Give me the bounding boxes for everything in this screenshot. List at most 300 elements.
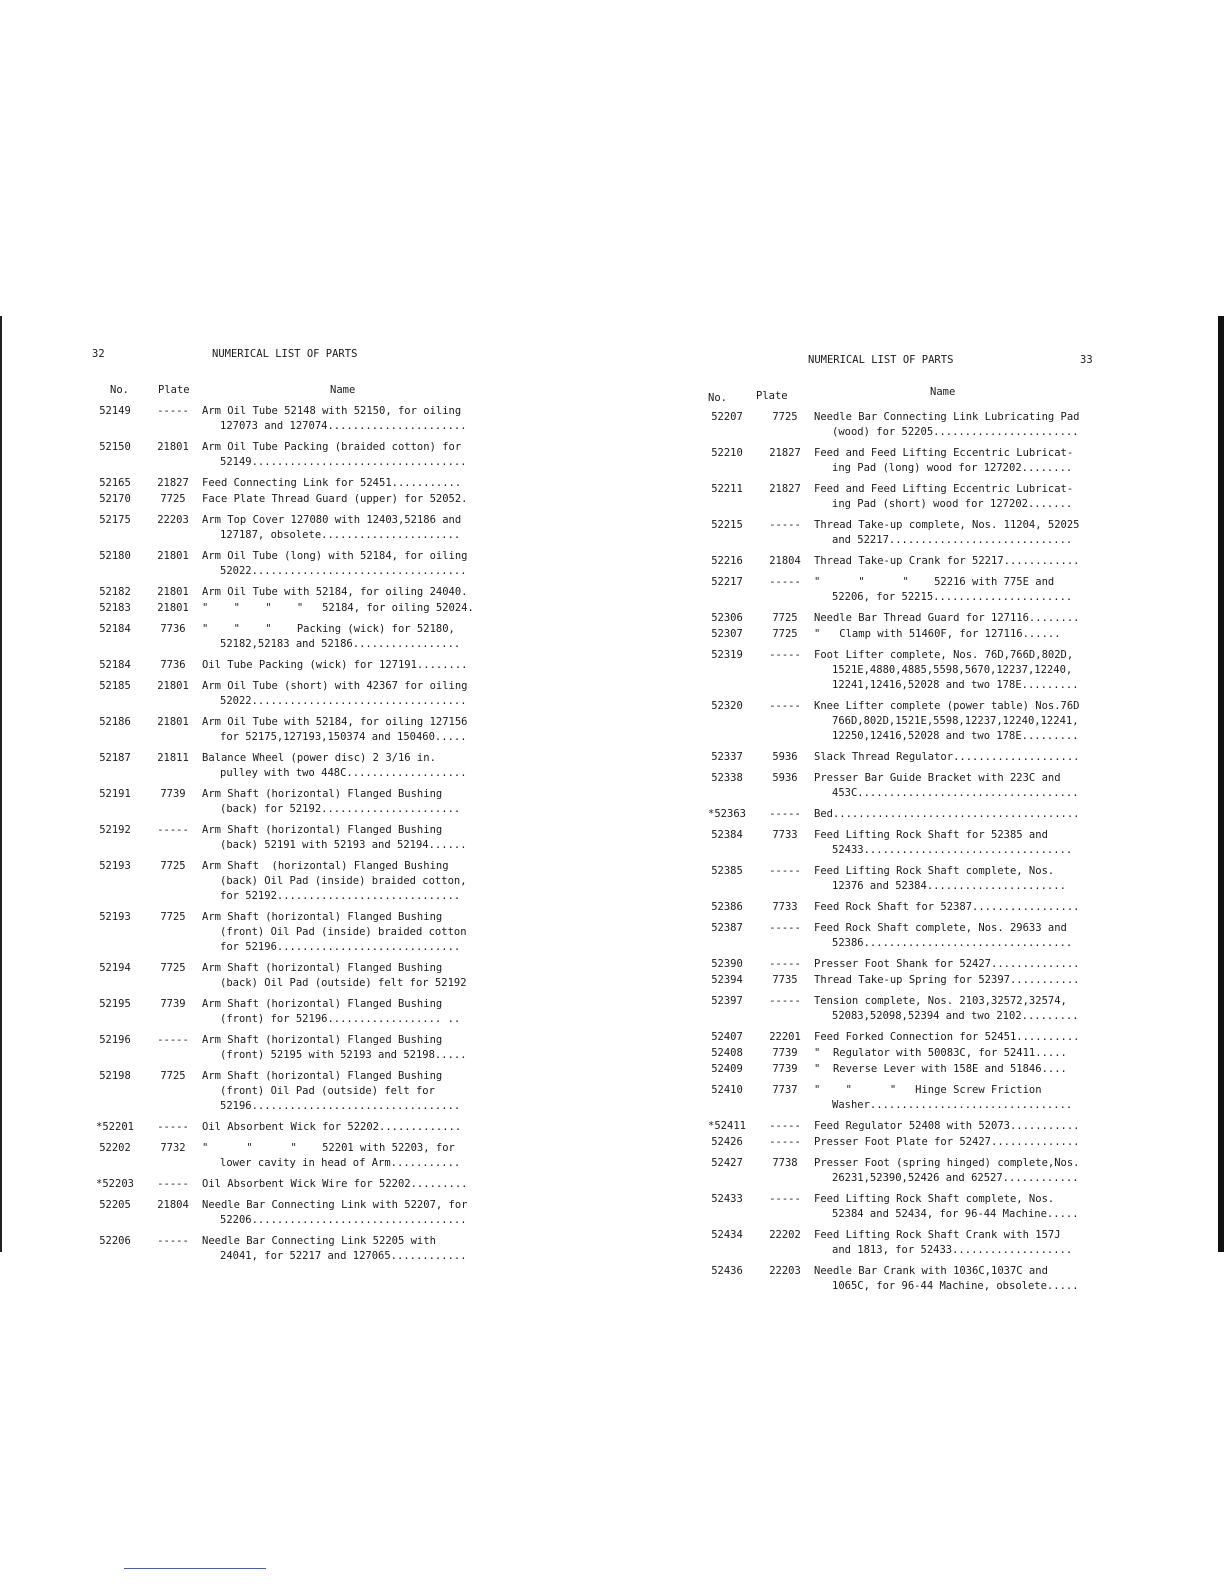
part-name-line: 52206.................................. — [220, 1214, 467, 1226]
plate-number: 7739 — [772, 1047, 798, 1059]
plate-number: 21811 — [157, 752, 189, 764]
plate-number: 21801 — [157, 586, 189, 598]
part-number: 52337 — [711, 751, 743, 763]
part-name-line: Foot Lifter complete, Nos. 76D,766D,802D, — [814, 649, 1074, 661]
part-name — [814, 1062, 1118, 1077]
plate-number: ----- — [157, 1235, 189, 1247]
part-name — [202, 404, 498, 434]
plate-number: 21801 — [157, 441, 189, 453]
part-name — [814, 410, 1118, 440]
part-name-line: Arm Shaft (horizontal) Flanged Bushing — [202, 788, 443, 800]
part-number: 52196 — [99, 1034, 131, 1046]
part-name — [202, 823, 498, 853]
part-name-line: " " " Hinge Screw Friction — [814, 1084, 1042, 1096]
part-name-line: Feed Lifting Rock Shaft Crank with 157J — [814, 1229, 1061, 1241]
part-number: 52150 — [99, 441, 131, 453]
part-name-line: (front) for 52196.................. .. — [220, 1013, 461, 1025]
part-number: 52338 — [711, 772, 743, 784]
right-page — [698, 354, 1118, 1295]
part-name-line: Arm Shaft (horizontal) Flanged Bushing — [202, 911, 443, 923]
part-name — [814, 771, 1118, 801]
table-row — [698, 1192, 1118, 1222]
part-name-line: (back) 52191 with 52193 and 52194...... — [220, 839, 467, 851]
part-number: 52408 — [711, 1047, 743, 1059]
part-name-line: Presser Foot Plate for 52427.............. — [814, 1136, 1080, 1148]
part-number: 52306 — [711, 612, 743, 624]
part-number: 52433 — [711, 1193, 743, 1205]
part-number: 52183 — [99, 602, 131, 614]
table-row — [88, 1177, 498, 1192]
plate-number: 5936 — [772, 751, 798, 763]
part-name-line: Presser Foot Shank for 52427.............. — [814, 958, 1080, 970]
plate-number: 7725 — [772, 612, 798, 624]
part-number: *52411 — [708, 1120, 746, 1132]
table-row — [698, 648, 1118, 693]
plate-number: 7737 — [772, 1084, 798, 1096]
table-row — [698, 900, 1118, 915]
part-name — [814, 994, 1118, 1024]
table-row — [88, 404, 498, 434]
part-name-line: Feed and Feed Lifting Eccentric Lubricat- — [814, 483, 1074, 495]
part-name — [202, 751, 498, 781]
part-name — [814, 1264, 1118, 1294]
left-page — [88, 348, 498, 1265]
table-row — [698, 1046, 1118, 1061]
part-name — [202, 679, 498, 709]
part-name-line: 26231,52390,52426 and 62527............ — [832, 1172, 1079, 1184]
part-name-line: Thread Take-up complete, Nos. 11204, 52025 — [814, 519, 1080, 531]
part-number: 52175 — [99, 514, 131, 526]
part-name-line: Feed Lifting Rock Shaft complete, Nos. — [814, 865, 1055, 877]
plate-number: 7725 — [160, 962, 186, 974]
table-row — [698, 1156, 1118, 1186]
plate-number: 22203 — [157, 514, 189, 526]
part-name-line: 52386................................. — [832, 937, 1073, 949]
part-name-line: 52206, for 52215...................... — [832, 591, 1073, 603]
part-name — [814, 627, 1118, 642]
table-row — [88, 622, 498, 652]
plate-number: ----- — [769, 995, 801, 1007]
part-number: 52216 — [711, 555, 743, 567]
part-name-line: Feed Forked Connection for 52451.......... — [814, 1031, 1080, 1043]
part-name-line: Arm Oil Tube with 52184, for oiling 127156 — [202, 716, 468, 728]
part-number: 52394 — [711, 974, 743, 986]
part-number: 52193 — [99, 911, 131, 923]
part-name-line: Presser Foot (spring hinged) complete,Nos. — [814, 1157, 1080, 1169]
part-name — [202, 476, 498, 491]
plate-number: 5936 — [772, 772, 798, 784]
part-name-line: Face Plate Thread Guard (upper) for 52052. — [202, 493, 468, 505]
part-number: 52320 — [711, 700, 743, 712]
part-name-line: Arm Oil Tube 52148 with 52150, for oiling — [202, 405, 462, 417]
part-name-line: Arm Oil Tube (long) with 52184, for oiling — [202, 550, 468, 562]
plate-number: 21804 — [769, 555, 801, 567]
part-name — [814, 1156, 1118, 1186]
part-name — [814, 554, 1118, 569]
part-name — [814, 807, 1118, 822]
part-name-line: for 52192............................. — [220, 890, 461, 902]
part-number: 52182 — [99, 586, 131, 598]
running-head — [88, 348, 498, 368]
part-name-line: " Clamp with 51460F, for 127116...... — [814, 628, 1061, 640]
parts-list — [698, 410, 1118, 1294]
part-name — [814, 1083, 1118, 1113]
part-name-line: 52022.................................. — [220, 565, 467, 577]
part-number: 52217 — [711, 576, 743, 588]
part-name-line: Oil Absorbent Wick Wire for 52202......... — [202, 1178, 468, 1190]
part-number: 52409 — [711, 1063, 743, 1075]
plate-number: 21804 — [157, 1199, 189, 1211]
part-name — [814, 828, 1118, 858]
part-name-line: and 1813, for 52433................... — [832, 1244, 1073, 1256]
table-row — [698, 1062, 1118, 1077]
part-name-line: Feed Rock Shaft for 52387................. — [814, 901, 1080, 913]
part-number: 52165 — [99, 477, 131, 489]
table-row — [698, 828, 1118, 858]
running-title: NUMERICAL LIST OF PARTS — [212, 348, 358, 360]
part-name-line: Thread Take-up Spring for 52397........... — [814, 974, 1080, 986]
table-row — [88, 1198, 498, 1228]
table-row — [698, 807, 1118, 822]
part-number: 52206 — [99, 1235, 131, 1247]
part-name-line: Oil Tube Packing (wick) for 127191........ — [202, 659, 468, 671]
part-number: 52397 — [711, 995, 743, 1007]
part-name-line: (wood) for 52205....................... — [832, 426, 1079, 438]
part-name-line: Tension complete, Nos. 2103,32572,32574, — [814, 995, 1067, 1007]
plate-number: 7725 — [160, 911, 186, 923]
part-name-line: Presser Bar Guide Bracket with 223C and — [814, 772, 1061, 784]
table-row — [698, 1083, 1118, 1113]
part-name-line: Needle Bar Connecting Link 52205 with — [202, 1235, 436, 1247]
part-number: 52205 — [99, 1199, 131, 1211]
part-name-line: 52384 and 52434, for 96-44 Machine..... — [832, 1208, 1079, 1220]
table-row — [698, 1030, 1118, 1045]
part-name — [814, 864, 1118, 894]
plate-number: 7725 — [160, 860, 186, 872]
part-number: 52149 — [99, 405, 131, 417]
part-name-line: " " " 52216 with 775E and — [814, 576, 1055, 588]
part-name-line: for 52196............................. — [220, 941, 461, 953]
part-name — [814, 1030, 1118, 1045]
part-number: 52193 — [99, 860, 131, 872]
table-row — [698, 771, 1118, 801]
part-name — [202, 658, 498, 673]
part-name-line: Feed Lifting Rock Shaft for 52385 and — [814, 829, 1048, 841]
part-name — [814, 973, 1118, 988]
plate-number: 7725 — [160, 1070, 186, 1082]
plate-number: 21827 — [157, 477, 189, 489]
table-row — [88, 1033, 498, 1063]
table-row — [698, 973, 1118, 988]
plate-number: ----- — [157, 405, 189, 417]
part-name-line: ing Pad (short) wood for 127202....... — [832, 498, 1073, 510]
table-row — [88, 1141, 498, 1171]
part-number: 52198 — [99, 1070, 131, 1082]
part-name — [202, 1069, 498, 1114]
part-name-line: (back) Oil Pad (outside) felt for 52192 — [220, 977, 467, 989]
part-name-line: Feed and Feed Lifting Eccentric Lubricat- — [814, 447, 1074, 459]
part-number: 52307 — [711, 628, 743, 640]
part-number: 52410 — [711, 1084, 743, 1096]
part-name-line: (back) for 52192...................... — [220, 803, 461, 815]
part-name-line: Feed Connecting Link for 52451........... — [202, 477, 462, 489]
part-name-line: Balance Wheel (power disc) 2 3/16 in. — [202, 752, 436, 764]
running-head — [698, 354, 1118, 374]
part-number: 52184 — [99, 623, 131, 635]
part-name — [814, 1046, 1118, 1061]
table-row — [698, 1264, 1118, 1294]
plate-number: ----- — [157, 1034, 189, 1046]
part-name — [814, 957, 1118, 972]
table-row — [88, 440, 498, 470]
part-name — [814, 1228, 1118, 1258]
part-name-line: Arm Shaft (horizontal) Flanged Bushing — [202, 998, 443, 1010]
part-name-line: Arm Shaft (horizontal) Flanged Bushing — [202, 1034, 443, 1046]
part-number: 52390 — [711, 958, 743, 970]
part-name-line: ing Pad (long) wood for 127202........ — [832, 462, 1073, 474]
plate-number: 7739 — [160, 788, 186, 800]
part-number: 52180 — [99, 550, 131, 562]
plate-number: ----- — [769, 1120, 801, 1132]
table-row — [698, 1228, 1118, 1258]
parts-list — [88, 404, 498, 1264]
part-name-line: 52196................................. — [220, 1100, 461, 1112]
part-name-line: (front) Oil Pad (inside) braided cotton — [220, 926, 467, 938]
plate-number: ----- — [769, 958, 801, 970]
part-name — [202, 961, 498, 991]
part-number: 52186 — [99, 716, 131, 728]
part-name-line: 12250,12416,52028 and two 178E......... — [832, 730, 1079, 742]
plate-number: ----- — [769, 1136, 801, 1148]
header-name: Name — [330, 384, 356, 396]
plate-number: 7739 — [160, 998, 186, 1010]
part-name — [202, 1177, 498, 1192]
plate-number: ----- — [769, 700, 801, 712]
plate-number: ----- — [769, 922, 801, 934]
plate-number: 21801 — [157, 550, 189, 562]
part-name-line: lower cavity in head of Arm........... — [220, 1157, 461, 1169]
part-name — [814, 611, 1118, 626]
part-name — [202, 1234, 498, 1264]
part-number: 52434 — [711, 1229, 743, 1241]
table-row — [88, 859, 498, 904]
plate-number: 21801 — [157, 602, 189, 614]
plate-number: 7733 — [772, 829, 798, 841]
table-row — [88, 787, 498, 817]
plate-number: ----- — [769, 808, 801, 820]
part-name-line: " " " Packing (wick) for 52180, — [202, 623, 455, 635]
table-row — [88, 549, 498, 579]
part-name — [814, 750, 1118, 765]
part-number: 52185 — [99, 680, 131, 692]
header-no: No. — [110, 384, 129, 396]
part-number: 52184 — [99, 659, 131, 671]
plate-number: 21801 — [157, 680, 189, 692]
part-name-line: 52149.................................. — [220, 456, 467, 468]
part-name — [202, 549, 498, 579]
plate-number: ----- — [157, 1178, 189, 1190]
scan-edge-right — [1218, 316, 1224, 1252]
plate-number: 21827 — [769, 483, 801, 495]
part-name-line: 52022.................................. — [220, 695, 467, 707]
part-name — [814, 900, 1118, 915]
part-name-line: Needle Bar Thread Guard for 127116........ — [814, 612, 1080, 624]
part-number: 52195 — [99, 998, 131, 1010]
part-name-line: Arm Shaft (horizontal) Flanged Bushing — [202, 860, 449, 872]
table-row — [88, 1234, 498, 1264]
table-row — [698, 699, 1118, 744]
part-number: 52211 — [711, 483, 743, 495]
table-row — [698, 446, 1118, 476]
table-row — [698, 554, 1118, 569]
table-row — [88, 715, 498, 745]
header-name: Name — [930, 386, 956, 398]
part-name-line: pulley with two 448C................... — [220, 767, 467, 779]
part-name — [814, 648, 1118, 693]
plate-number: ----- — [769, 519, 801, 531]
table-row — [88, 751, 498, 781]
table-row — [698, 410, 1118, 440]
part-name-line: 52182,52183 and 52186................. — [220, 638, 461, 650]
part-name-line: 127073 and 127074...................... — [220, 420, 467, 432]
part-name-line: Feed Regulator 52408 with 52073........... — [814, 1120, 1080, 1132]
part-name-line: for 52175,127193,150374 and 150460..... — [220, 731, 467, 743]
part-name-line: Arm Shaft (horizontal) Flanged Bushing — [202, 824, 443, 836]
part-name-line: 127187, obsolete...................... — [220, 529, 461, 541]
part-name — [814, 518, 1118, 548]
part-name — [202, 859, 498, 904]
part-number: 52215 — [711, 519, 743, 531]
part-name-line: 12241,12416,52028 and two 178E......... — [832, 679, 1079, 691]
part-name-line: Arm Shaft (horizontal) Flanged Bushing — [202, 1070, 443, 1082]
table-row — [88, 601, 498, 616]
column-headers — [698, 374, 1118, 404]
part-number: 52385 — [711, 865, 743, 877]
scan-edge-left — [0, 316, 2, 1252]
part-name — [202, 715, 498, 745]
plate-number: ----- — [157, 1121, 189, 1133]
table-row — [88, 1120, 498, 1135]
part-name-line: Oil Absorbent Wick for 52202............. — [202, 1121, 462, 1133]
part-number: *52363 — [708, 808, 746, 820]
part-name — [814, 575, 1118, 605]
header-plate: Plate — [158, 384, 190, 396]
part-name-line: Arm Oil Tube with 52184, for oiling 24040. — [202, 586, 468, 598]
part-number: 52426 — [711, 1136, 743, 1148]
plate-number: ----- — [769, 865, 801, 877]
part-name — [202, 585, 498, 600]
column-headers — [88, 370, 498, 398]
part-name-line: (front) 52195 with 52193 and 52198..... — [220, 1049, 467, 1061]
plate-number: 21801 — [157, 716, 189, 728]
page-number: 32 — [92, 348, 105, 360]
table-row — [88, 910, 498, 955]
table-row — [88, 997, 498, 1027]
part-name-line: Slack Thread Regulator.................... — [814, 751, 1080, 763]
part-name — [202, 997, 498, 1027]
table-row — [88, 476, 498, 491]
part-number: 52202 — [99, 1142, 131, 1154]
table-row — [698, 627, 1118, 642]
part-name-line: Arm Oil Tube (short) with 42367 for oiling — [202, 680, 468, 692]
part-name-line: Needle Bar Crank with 1036C,1037C and — [814, 1265, 1048, 1277]
part-number: 52207 — [711, 411, 743, 423]
part-number: 52319 — [711, 649, 743, 661]
table-row — [698, 518, 1118, 548]
plate-number: 7733 — [772, 901, 798, 913]
part-name-line: Arm Shaft (horizontal) Flanged Bushing — [202, 962, 443, 974]
part-name-line: and 52217............................. — [832, 534, 1073, 546]
part-name-line: Washer................................ — [832, 1099, 1073, 1111]
part-name — [814, 1119, 1118, 1134]
table-row — [698, 994, 1118, 1024]
part-name — [814, 1135, 1118, 1150]
part-name-line: Needle Bar Connecting Link Lubricating Pad — [814, 411, 1080, 423]
part-name-line: 52433................................. — [832, 844, 1073, 856]
plate-number: 22203 — [769, 1265, 801, 1277]
part-name — [202, 1198, 498, 1228]
table-row — [88, 961, 498, 991]
part-name — [202, 513, 498, 543]
part-name — [814, 699, 1118, 744]
plate-number: 7738 — [772, 1157, 798, 1169]
plate-number: 7732 — [160, 1142, 186, 1154]
part-name-line: 1065C, for 96-44 Machine, obsolete..... — [832, 1280, 1079, 1292]
part-name-line: 766D,802D,1521E,5598,12237,12240,12241, — [832, 715, 1079, 727]
part-name — [202, 622, 498, 652]
part-name-line: " Reverse Lever with 158E and 51846.... — [814, 1063, 1067, 1075]
part-number: 52187 — [99, 752, 131, 764]
part-name-line: 12376 and 52384...................... — [832, 880, 1066, 892]
plate-number: 7736 — [160, 623, 186, 635]
plate-number: ----- — [157, 824, 189, 836]
part-name — [202, 910, 498, 955]
part-name-line: Bed....................................... — [814, 808, 1080, 820]
part-name-line: 52083,52098,52394 and two 2102......... — [832, 1010, 1079, 1022]
table-row — [698, 921, 1118, 951]
plate-number: 22201 — [769, 1031, 801, 1043]
header-no: No. — [708, 392, 727, 404]
plate-number: 22202 — [769, 1229, 801, 1241]
table-row — [698, 575, 1118, 605]
part-name-line: 24041, for 52217 and 127065............ — [220, 1250, 467, 1262]
plate-number: 7736 — [160, 659, 186, 671]
part-name-line: Knee Lifter complete (power table) Nos.76D — [814, 700, 1080, 712]
part-name — [202, 1120, 498, 1135]
part-number: 52191 — [99, 788, 131, 800]
part-number: *52203 — [96, 1178, 134, 1190]
part-number: 52170 — [99, 493, 131, 505]
part-name-line: 453C................................... — [832, 787, 1079, 799]
part-number: 52384 — [711, 829, 743, 841]
part-number: 52386 — [711, 901, 743, 913]
table-row — [698, 1119, 1118, 1134]
part-name-line: Thread Take-up Crank for 52217............ — [814, 555, 1080, 567]
running-title: NUMERICAL LIST OF PARTS — [808, 354, 954, 366]
part-name-line: Feed Rock Shaft complete, Nos. 29633 and — [814, 922, 1067, 934]
header-plate: Plate — [756, 390, 788, 402]
part-name-line: (front) Oil Pad (outside) felt for — [220, 1085, 435, 1097]
part-name — [814, 1192, 1118, 1222]
plate-number: ----- — [769, 649, 801, 661]
table-row — [698, 957, 1118, 972]
part-name — [202, 492, 498, 507]
part-name-line: " " " " 52184, for oiling 52024. — [202, 602, 474, 614]
part-name — [814, 446, 1118, 476]
part-number: 52436 — [711, 1265, 743, 1277]
plate-number: 7725 — [160, 493, 186, 505]
part-number: 52427 — [711, 1157, 743, 1169]
